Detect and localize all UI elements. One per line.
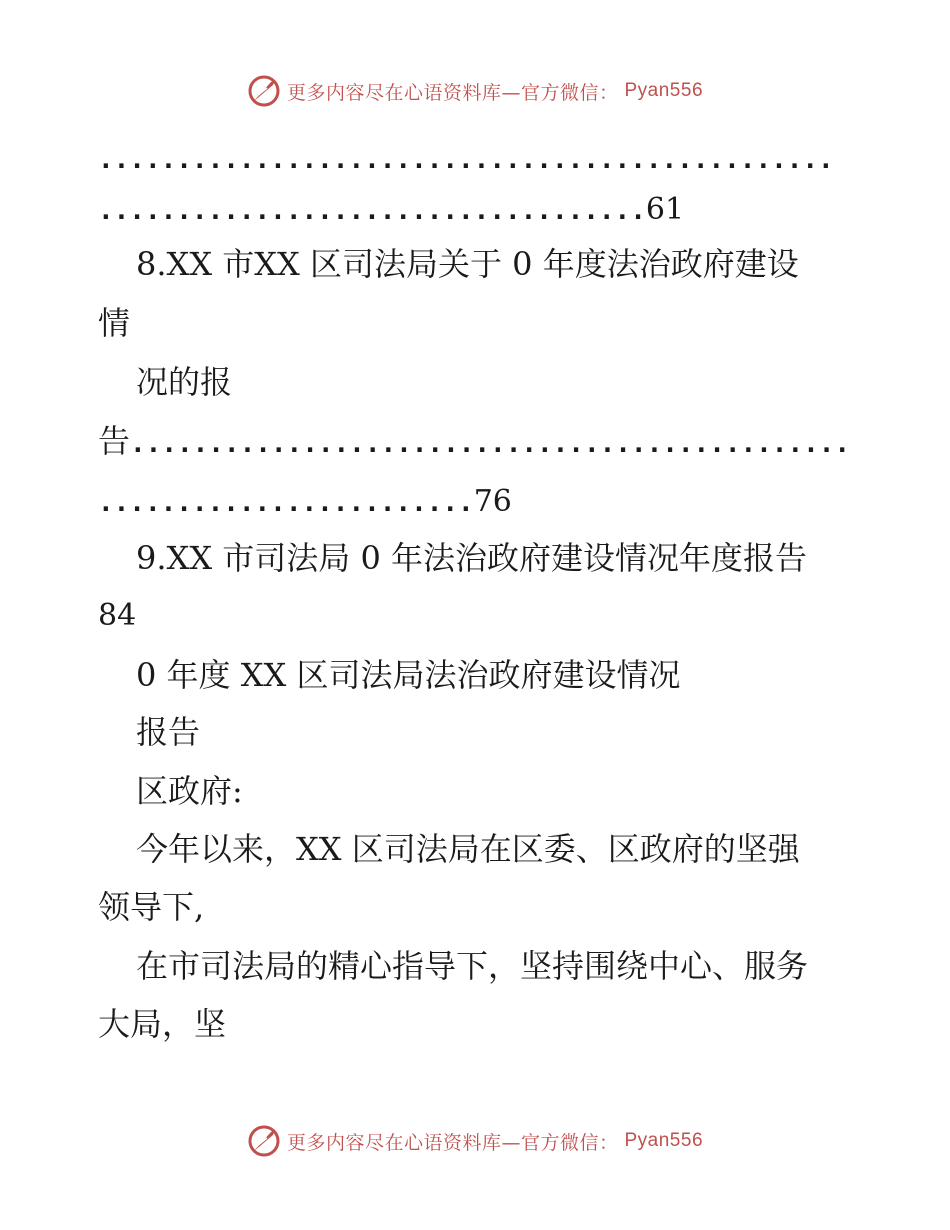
toc-entry9-page: 84 (98, 598, 137, 633)
quill-logo-icon (247, 74, 281, 108)
toc-entry8-page: 76 (473, 484, 512, 519)
paragraph-1-line-2: 领导下, (98, 888, 205, 926)
toc-entry8-subtitle-end (98, 421, 850, 464)
toc-entry7-leader-end: ................................... (98, 196, 646, 226)
paragraph-2-line-2: 大局，坚 (98, 1005, 227, 1043)
toc-entry8-subtitle: 况的报 (136, 363, 233, 401)
toc-entry8-title: 8.XX 市XX 区司法局关于 0 年度法治政府建设 (136, 245, 799, 283)
toc-entry7-page: 61 (645, 192, 685, 227)
toc-entry8-leader-end: ........................ (98, 488, 474, 518)
quill-logo-icon (247, 1124, 281, 1158)
footer-banner (0, 1124, 950, 1158)
salutation: 区政府: (136, 772, 243, 810)
document-title-cont: 报告 (136, 713, 201, 751)
document-title: 0 年度 XX 区司法局法治政府建设情况 (136, 656, 681, 694)
banner-wechat-id: Pyan556 (624, 80, 704, 101)
toc-entry8-end (98, 480, 512, 523)
paragraph-2-line-1: 在市司法局的精心指导下，坚持围绕中心、服务 (136, 947, 809, 985)
banner-wechat-id: Pyan556 (624, 1130, 704, 1151)
toc-entry9-title: 9.XX 市司法局 0 年法治政府建设情况年度报告 (136, 539, 807, 577)
paragraph-1-line-1: 今年以来，XX 区司法局在区委、区政府的坚强 (136, 830, 800, 868)
toc-entry8-leader: .............................................. (130, 429, 851, 459)
banner-text: 更多内容尽在心语资料库—官方微信： (286, 81, 619, 104)
toc-entry7-end (98, 188, 684, 231)
toc-entry8-title-cont: 情 (98, 304, 131, 342)
toc-entry7-leader: ............................................... (98, 145, 834, 175)
toc-entry8-subtitle-end-text: 告 (98, 422, 131, 460)
header-banner (0, 74, 950, 108)
banner-text: 更多内容尽在心语资料库—官方微信： (286, 1131, 619, 1154)
